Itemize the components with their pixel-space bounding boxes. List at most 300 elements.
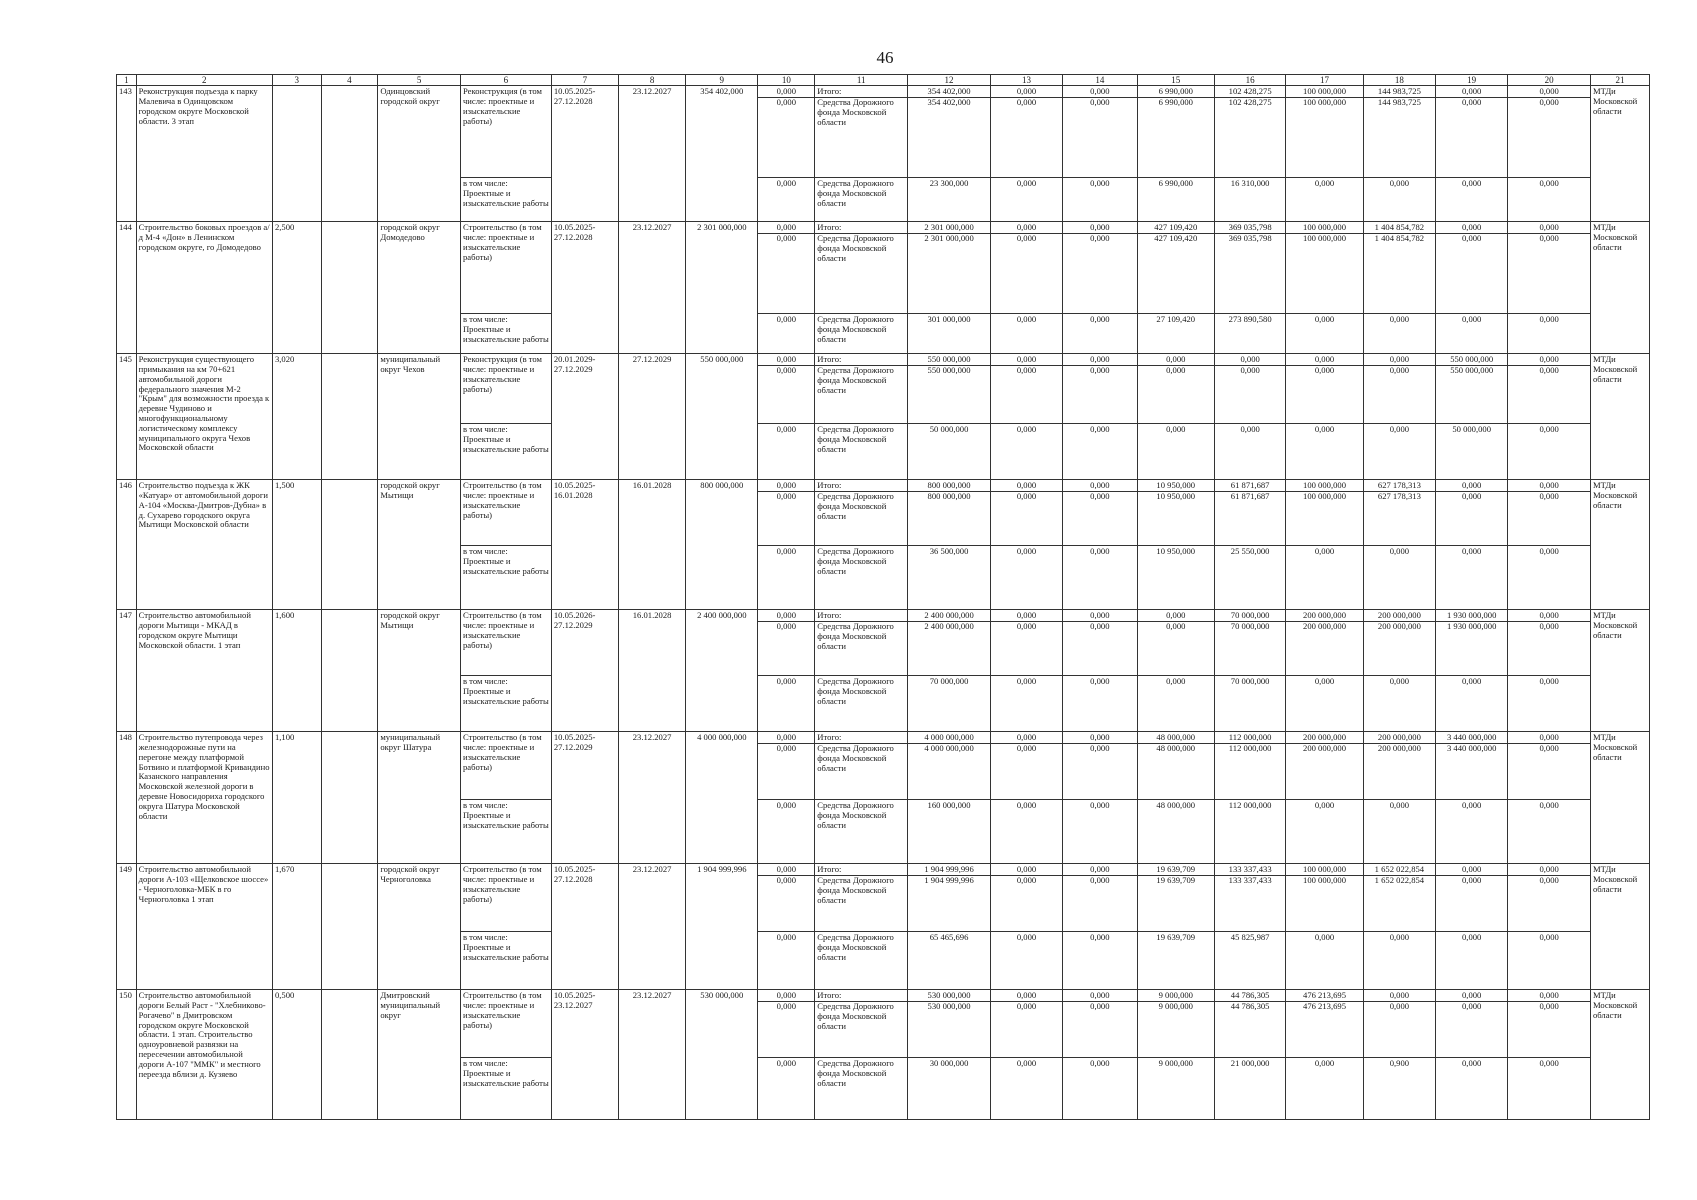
fin-total-v14: 0,000 bbox=[1090, 222, 1110, 233]
fin-total-v17: 100 000,000 bbox=[1303, 86, 1346, 97]
sub-fin-total: 30 000,000 bbox=[908, 1058, 991, 1120]
fin-source-v18: 1 652 022,854 bbox=[1363, 875, 1435, 886]
fin-total-v18: 627 178,313 bbox=[1377, 480, 1421, 491]
fin-paid bbox=[758, 610, 815, 676]
fin-v19 bbox=[1436, 86, 1508, 178]
fin-v17 bbox=[1286, 732, 1363, 800]
column-number: 12 bbox=[908, 75, 991, 86]
page-number: 46 bbox=[876, 48, 894, 67]
fin-v14 bbox=[1063, 222, 1137, 314]
fin-source-v15: 10 950,000 bbox=[1137, 491, 1214, 502]
fin-source-v18: 627 178,313 bbox=[1363, 491, 1435, 502]
fin-source-v20: 0,000 bbox=[1508, 621, 1591, 632]
work-period: 10.05.2026-27.12.2029 bbox=[551, 610, 618, 732]
fin-v19 bbox=[1436, 990, 1508, 1058]
sub-fin-v17: 0,000 bbox=[1286, 932, 1363, 990]
sub-fin-v19: 0,000 bbox=[1436, 546, 1508, 610]
fin-total-v17: 476 213,695 bbox=[1303, 990, 1346, 1001]
sub-fin-v14: 0,000 bbox=[1063, 314, 1137, 354]
sub-fin-v20: 0,000 bbox=[1508, 314, 1591, 354]
fin-source-v15: 427 109,420 bbox=[1137, 233, 1214, 244]
fin-total-source: Итого: bbox=[817, 222, 842, 233]
sub-fin-v19: 50 000,000 bbox=[1436, 424, 1508, 480]
completion-date: 23.12.2027 bbox=[619, 732, 686, 864]
column-4 bbox=[321, 610, 378, 732]
municipality: Дмитровский муниципальный округ bbox=[378, 990, 461, 1120]
object-cost: 1 904 999,996 bbox=[686, 864, 758, 990]
fin-source-source: Средства Дорожного фонда Московской области bbox=[815, 233, 908, 263]
row-number: 148 bbox=[117, 732, 137, 864]
work-period: 10.05.2025-16.01.2028 bbox=[551, 480, 618, 610]
customer: МТДи Московской области bbox=[1590, 864, 1649, 990]
object-name: Строительство боковых проездов а/д М-4 «Дон» в Ленинском городском округе, го Домодедово bbox=[136, 222, 272, 354]
row-number: 145 bbox=[117, 354, 137, 480]
fin-total-v13: 0,000 bbox=[1016, 354, 1037, 365]
fin-source-v13: 0,000 bbox=[990, 97, 1062, 108]
fin-v19 bbox=[1436, 732, 1508, 800]
fin-source-paid: 0,000 bbox=[758, 491, 815, 502]
object-name: Строительство автомобильной дороги Мытищи - МКАД в городском округе Мытищи Московской области. 1 этап bbox=[136, 610, 272, 732]
object-name: Реконструкция существующего примыкания на км 70+621 автомобильной дороги федерального значения М-2 "Крым" для возможности проезда к деревне Чудиново и многофункциональному логистическому комплексу муниципального округа Чехов Московской области bbox=[136, 354, 272, 480]
fin-total-v17: 0,000 bbox=[1314, 354, 1335, 365]
column-number: 13 bbox=[990, 75, 1062, 86]
fin-source-v14: 0,000 bbox=[1063, 1001, 1137, 1012]
fin-paid bbox=[758, 480, 815, 546]
sub-fin-v15: 0,000 bbox=[1137, 676, 1214, 732]
fin-source bbox=[815, 990, 908, 1058]
work-type: Строительство (в том числе: проектные и изыскательские работы) bbox=[460, 480, 551, 546]
fin-v20 bbox=[1508, 480, 1591, 546]
fin-source-v15: 0,000 bbox=[1137, 365, 1214, 376]
fin-total-v15: 0,000 bbox=[1166, 610, 1186, 621]
fin-total-v15: 427 109,420 bbox=[1154, 222, 1198, 233]
fin-source-v19: 550 000,000 bbox=[1436, 365, 1508, 376]
fin-total-v14: 0,000 bbox=[1090, 864, 1110, 875]
fin-source-v19: 3 440 000,000 bbox=[1436, 743, 1508, 754]
sub-fin-v17: 0,000 bbox=[1286, 314, 1363, 354]
fin-source-v18: 200 000,000 bbox=[1363, 621, 1435, 632]
road-objects-table bbox=[116, 74, 1650, 1120]
fin-total-v13: 0,000 bbox=[1016, 864, 1037, 875]
fin-source-v16: 369 035,798 bbox=[1215, 233, 1286, 244]
length-km: 1,500 bbox=[272, 480, 321, 610]
fin-source-v13: 0,000 bbox=[990, 491, 1062, 502]
fin-source-total: 530 000,000 bbox=[908, 1001, 991, 1012]
sub-fin-v13: 0,000 bbox=[990, 424, 1062, 480]
sub-fin-v15: 6 990,000 bbox=[1137, 178, 1214, 222]
length-km: 1,100 bbox=[272, 732, 321, 864]
sub-fin-v14: 0,000 bbox=[1063, 1058, 1137, 1120]
fin-source-paid: 0,000 bbox=[758, 621, 815, 632]
fin-total-paid: 0,000 bbox=[776, 480, 797, 491]
sub-fin-v15: 10 950,000 bbox=[1137, 546, 1214, 610]
fin-v13 bbox=[990, 990, 1062, 1058]
fin-v15 bbox=[1137, 864, 1214, 932]
fin-source-v16: 61 871,687 bbox=[1215, 491, 1286, 502]
sub-fin-v16: 0,000 bbox=[1215, 424, 1286, 480]
fin-total-v16: 44 786,305 bbox=[1230, 990, 1270, 1001]
fin-v16 bbox=[1215, 480, 1286, 546]
row-number: 143 bbox=[117, 86, 137, 222]
fin-total-v19: 550 000,000 bbox=[1450, 354, 1494, 365]
sub-fin-v16: 25 550,000 bbox=[1215, 546, 1286, 610]
fin-total-v13: 0,000 bbox=[1016, 86, 1037, 97]
sub-fin-total: 160 000,000 bbox=[908, 800, 991, 864]
table-row bbox=[117, 354, 1650, 424]
sub-work-type: в том числе: Проектные и изыскательские работы bbox=[460, 178, 551, 222]
fin-source-source: Средства Дорожного фонда Московской области bbox=[815, 621, 908, 651]
fin-paid bbox=[758, 86, 815, 178]
work-period: 10.05.2025-23.12.2027 bbox=[551, 990, 618, 1120]
fin-source-paid: 0,000 bbox=[758, 365, 815, 376]
fin-total-v13: 0,000 bbox=[1016, 990, 1037, 1001]
fin-source-v16: 133 337,433 bbox=[1215, 875, 1286, 886]
fin-v13 bbox=[990, 864, 1062, 932]
fin-source bbox=[815, 864, 908, 932]
fin-total-v14: 0,000 bbox=[1090, 990, 1110, 1001]
sub-fin-v16: 21 000,000 bbox=[1215, 1058, 1286, 1120]
length-km: 1,670 bbox=[272, 864, 321, 990]
fin-v20 bbox=[1508, 610, 1591, 676]
column-number: 7 bbox=[551, 75, 618, 86]
fin-total bbox=[908, 86, 991, 178]
fin-total-v20: 0,000 bbox=[1539, 732, 1559, 743]
sub-fin-v18: 0,000 bbox=[1363, 676, 1435, 732]
municipality: муниципальный округ Чехов bbox=[378, 354, 461, 480]
fin-total-v13: 0,000 bbox=[1016, 480, 1037, 491]
fin-source-v20: 0,000 bbox=[1508, 233, 1591, 244]
column-4 bbox=[321, 732, 378, 864]
fin-total-total: 354 402,000 bbox=[927, 86, 971, 97]
fin-source-v17: 200 000,000 bbox=[1286, 743, 1363, 754]
fin-total-v14: 0,000 bbox=[1090, 354, 1110, 365]
fin-total-total: 1 904 999,996 bbox=[924, 864, 974, 875]
fin-source bbox=[815, 354, 908, 424]
fin-total-v15: 0,000 bbox=[1166, 354, 1186, 365]
sub-fin-v13: 0,000 bbox=[990, 800, 1062, 864]
fin-total-v20: 0,000 bbox=[1539, 354, 1559, 365]
row-number: 144 bbox=[117, 222, 137, 354]
length-km: 3,020 bbox=[272, 354, 321, 480]
fin-total bbox=[908, 610, 991, 676]
sub-fin-v16: 273 890,580 bbox=[1215, 314, 1286, 354]
fin-total-paid: 0,000 bbox=[776, 990, 797, 1001]
fin-source-source: Средства Дорожного фонда Московской области bbox=[815, 875, 908, 905]
fin-total-source: Итого: bbox=[817, 990, 842, 1001]
work-period: 10.05.2025-27.12.2028 bbox=[551, 86, 618, 222]
fin-source-v19: 0,000 bbox=[1436, 97, 1508, 108]
sub-fin-source: Средства Дорожного фонда Московской области bbox=[815, 424, 908, 480]
fin-v20 bbox=[1508, 86, 1591, 178]
fin-total-source: Итого: bbox=[817, 480, 842, 491]
sub-fin-v13: 0,000 bbox=[990, 546, 1062, 610]
sub-fin-v14: 0,000 bbox=[1063, 424, 1137, 480]
fin-total-v15: 10 950,000 bbox=[1156, 480, 1196, 491]
fin-total-v19: 0,000 bbox=[1462, 864, 1482, 875]
fin-total-v13: 0,000 bbox=[1016, 610, 1037, 621]
column-4 bbox=[321, 990, 378, 1120]
fin-v16 bbox=[1215, 610, 1286, 676]
column-4 bbox=[321, 864, 378, 990]
work-period: 10.05.2025-27.12.2029 bbox=[551, 732, 618, 864]
work-type: Строительство (в том числе: проектные и изыскательские работы) bbox=[460, 990, 551, 1058]
column-4 bbox=[321, 480, 378, 610]
fin-source-v16: 70 000,000 bbox=[1215, 621, 1286, 632]
sub-fin-paid: 0,000 bbox=[758, 676, 815, 732]
fin-total-v20: 0,000 bbox=[1539, 86, 1559, 97]
fin-total-paid: 0,000 bbox=[776, 222, 797, 233]
sub-fin-total: 65 465,696 bbox=[908, 932, 991, 990]
fin-total-v17: 100 000,000 bbox=[1303, 480, 1346, 491]
fin-total-total: 550 000,000 bbox=[927, 354, 971, 365]
fin-source-total: 1 904 999,996 bbox=[908, 875, 991, 886]
fin-v16 bbox=[1215, 86, 1286, 178]
customer: МТДи Московской области bbox=[1590, 480, 1649, 610]
fin-total-total: 2 301 000,000 bbox=[924, 222, 974, 233]
length-km: 2,500 bbox=[272, 222, 321, 354]
length-km: 1,600 bbox=[272, 610, 321, 732]
sub-fin-v15: 19 639,709 bbox=[1137, 932, 1214, 990]
fin-total-v20: 0,000 bbox=[1539, 990, 1559, 1001]
fin-total-v14: 0,000 bbox=[1090, 610, 1110, 621]
fin-v20 bbox=[1508, 990, 1591, 1058]
fin-source-v18: 1 404 854,782 bbox=[1363, 233, 1435, 244]
fin-total-paid: 0,000 bbox=[776, 610, 797, 621]
fin-total-v18: 1 404 854,782 bbox=[1374, 222, 1425, 233]
fin-v14 bbox=[1063, 354, 1137, 424]
fin-v13 bbox=[990, 86, 1062, 178]
object-name: Строительство автомобильной дороги А-103 «Щелковское шоссе» - Черноголовка-МБК в го Черноголовка 1 этап bbox=[136, 864, 272, 990]
fin-v15 bbox=[1137, 610, 1214, 676]
work-type: Строительство (в том числе: проектные и изыскательские работы) bbox=[460, 610, 551, 676]
fin-total-v20: 0,000 bbox=[1539, 610, 1559, 621]
sub-work-type: в том числе: Проектные и изыскательские работы bbox=[460, 314, 551, 354]
fin-total-paid: 0,000 bbox=[776, 732, 797, 743]
object-name: Реконструкция подъезда к парку Малевича в Одинцовском городском округе Московской области. 3 этап bbox=[136, 86, 272, 222]
municipality: городской округ Мытищи bbox=[378, 610, 461, 732]
row-number: 146 bbox=[117, 480, 137, 610]
fin-v15 bbox=[1137, 354, 1214, 424]
sub-fin-v18: 0,000 bbox=[1363, 178, 1435, 222]
table-row bbox=[117, 864, 1650, 932]
fin-source-v15: 19 639,709 bbox=[1137, 875, 1214, 886]
fin-source bbox=[815, 480, 908, 546]
work-type: Реконструкция (в том числе: проектные и изыскательские работы) bbox=[460, 354, 551, 424]
fin-v17 bbox=[1286, 480, 1363, 546]
fin-v13 bbox=[990, 732, 1062, 800]
column-number: 19 bbox=[1436, 75, 1508, 86]
fin-total-v20: 0,000 bbox=[1539, 864, 1559, 875]
fin-v18 bbox=[1363, 86, 1435, 178]
fin-v16 bbox=[1215, 732, 1286, 800]
sub-work-type: в том числе: Проектные и изыскательские работы bbox=[460, 424, 551, 480]
fin-source-paid: 0,000 bbox=[758, 875, 815, 886]
column-number: 1 bbox=[117, 75, 137, 86]
fin-v14 bbox=[1063, 610, 1137, 676]
length-km bbox=[272, 86, 321, 222]
fin-source-v19: 0,000 bbox=[1436, 875, 1508, 886]
sub-fin-v16: 70 000,000 bbox=[1215, 676, 1286, 732]
column-number: 8 bbox=[619, 75, 686, 86]
fin-source-total: 2 301 000,000 bbox=[908, 233, 991, 244]
sub-fin-v20: 0,000 bbox=[1508, 932, 1591, 990]
fin-total-source: Итого: bbox=[817, 610, 842, 621]
fin-v20 bbox=[1508, 864, 1591, 932]
fin-total-v18: 144 983,725 bbox=[1377, 86, 1421, 97]
sub-fin-paid: 0,000 bbox=[758, 424, 815, 480]
fin-total-v17: 100 000,000 bbox=[1303, 222, 1346, 233]
sub-fin-v17: 0,000 bbox=[1286, 676, 1363, 732]
fin-paid bbox=[758, 864, 815, 932]
sub-fin-total: 301 000,000 bbox=[908, 314, 991, 354]
municipality: Одинцовский городской округ bbox=[378, 86, 461, 222]
sub-fin-paid: 0,000 bbox=[758, 546, 815, 610]
sub-work-type: в том числе: Проектные и изыскательские работы bbox=[460, 676, 551, 732]
fin-source-v20: 0,000 bbox=[1508, 875, 1591, 886]
fin-source-v17: 100 000,000 bbox=[1286, 875, 1363, 886]
sub-fin-v17: 0,000 bbox=[1286, 1058, 1363, 1120]
fin-paid bbox=[758, 990, 815, 1058]
row-number: 150 bbox=[117, 990, 137, 1120]
sub-fin-v13: 0,000 bbox=[990, 314, 1062, 354]
fin-source-v17: 100 000,000 bbox=[1286, 491, 1363, 502]
fin-v15 bbox=[1137, 86, 1214, 178]
fin-total-v16: 133 337,433 bbox=[1228, 864, 1272, 875]
fin-total-v14: 0,000 bbox=[1090, 86, 1110, 97]
fin-source bbox=[815, 732, 908, 800]
fin-total-v19: 0,000 bbox=[1462, 990, 1482, 1001]
fin-source-v19: 1 930 000,000 bbox=[1436, 621, 1508, 632]
column-number: 10 bbox=[758, 75, 815, 86]
fin-total-paid: 0,000 bbox=[776, 354, 797, 365]
fin-v16 bbox=[1215, 354, 1286, 424]
sub-fin-v15: 9 000,000 bbox=[1137, 1058, 1214, 1120]
fin-v14 bbox=[1063, 86, 1137, 178]
work-type: Строительство (в том числе: проектные и изыскательские работы) bbox=[460, 864, 551, 932]
object-name: Строительство путепровода через железнодорожные пути на перегоне между платформой Ботвино и платформой Кривандино Казанского направления Московской железной дороги в деревне Новосидориха городского округа Шатура Московской области bbox=[136, 732, 272, 864]
fin-v13 bbox=[990, 610, 1062, 676]
sub-fin-v13: 0,000 bbox=[990, 1058, 1062, 1120]
fin-v13 bbox=[990, 480, 1062, 546]
fin-source-paid: 0,000 bbox=[758, 1001, 815, 1012]
sub-fin-v18: 0,000 bbox=[1363, 314, 1435, 354]
fin-total-v13: 0,000 bbox=[1016, 222, 1037, 233]
column-number: 15 bbox=[1137, 75, 1214, 86]
fin-source-v14: 0,000 bbox=[1063, 621, 1137, 632]
fin-total-v15: 48 000,000 bbox=[1156, 732, 1196, 743]
sub-work-type: в том числе: Проектные и изыскательские работы bbox=[460, 932, 551, 990]
fin-total-total: 800 000,000 bbox=[927, 480, 971, 491]
sub-fin-v20: 0,000 bbox=[1508, 800, 1591, 864]
fin-v20 bbox=[1508, 354, 1591, 424]
fin-total-v16: 102 428,275 bbox=[1228, 86, 1272, 97]
completion-date: 23.12.2027 bbox=[619, 86, 686, 222]
sub-fin-v15: 48 000,000 bbox=[1137, 800, 1214, 864]
column-number: 17 bbox=[1286, 75, 1363, 86]
customer: МТДи Московской области bbox=[1590, 222, 1649, 354]
work-period: 10.05.2025-27.12.2028 bbox=[551, 864, 618, 990]
sub-fin-v14: 0,000 bbox=[1063, 178, 1137, 222]
length-km: 0,500 bbox=[272, 990, 321, 1120]
column-4 bbox=[321, 222, 378, 354]
object-cost: 354 402,000 bbox=[686, 86, 758, 222]
fin-source-v20: 0,000 bbox=[1508, 1001, 1591, 1012]
fin-total-source: Итого: bbox=[817, 864, 842, 875]
fin-total-v17: 200 000,000 bbox=[1303, 732, 1346, 743]
fin-source-v13: 0,000 bbox=[990, 1001, 1062, 1012]
sub-fin-v20: 0,000 bbox=[1508, 178, 1591, 222]
sub-fin-v15: 0,000 bbox=[1137, 424, 1214, 480]
fin-source-v14: 0,000 bbox=[1063, 233, 1137, 244]
sub-fin-source: Средства Дорожного фонда Московской области bbox=[815, 1058, 908, 1120]
sub-fin-v16: 16 310,000 bbox=[1215, 178, 1286, 222]
fin-total bbox=[908, 732, 991, 800]
object-cost: 800 000,000 bbox=[686, 480, 758, 610]
fin-v15 bbox=[1137, 732, 1214, 800]
sub-fin-v16: 112 000,000 bbox=[1215, 800, 1286, 864]
sub-fin-source: Средства Дорожного фонда Московской области bbox=[815, 314, 908, 354]
fin-source-total: 4 000 000,000 bbox=[908, 743, 991, 754]
fin-v18 bbox=[1363, 732, 1435, 800]
fin-total-v18: 200 000,000 bbox=[1377, 732, 1421, 743]
sub-work-type: в том числе: Проектные и изыскательские работы bbox=[460, 1058, 551, 1120]
municipality: городской округ Домодедово bbox=[378, 222, 461, 354]
customer: МТДи Московской области bbox=[1590, 610, 1649, 732]
fin-v15 bbox=[1137, 222, 1214, 314]
sub-fin-v19: 0,000 bbox=[1436, 800, 1508, 864]
fin-source-source: Средства Дорожного фонда Московской области bbox=[815, 1001, 908, 1031]
fin-source bbox=[815, 86, 908, 178]
fin-total-v18: 0,000 bbox=[1389, 990, 1410, 1001]
sub-fin-v14: 0,000 bbox=[1063, 800, 1137, 864]
table-row bbox=[117, 732, 1650, 800]
table-row bbox=[117, 480, 1650, 546]
sub-fin-v14: 0,000 bbox=[1063, 932, 1137, 990]
sub-fin-v20: 0,000 bbox=[1508, 1058, 1591, 1120]
customer: МТДи Московской области bbox=[1590, 990, 1649, 1120]
fin-total-total: 2 400 000,000 bbox=[924, 610, 974, 621]
fin-v16 bbox=[1215, 864, 1286, 932]
work-type: Реконструкция (в том числе: проектные и изыскательские работы) bbox=[460, 86, 551, 178]
sub-fin-v15: 27 109,420 bbox=[1137, 314, 1214, 354]
fin-v14 bbox=[1063, 732, 1137, 800]
fin-source bbox=[815, 222, 908, 314]
fin-source-v19: 0,000 bbox=[1436, 233, 1508, 244]
column-4 bbox=[321, 354, 378, 480]
fin-source-v16: 102 428,275 bbox=[1215, 97, 1286, 108]
table-row bbox=[117, 990, 1650, 1058]
fin-total-source: Итого: bbox=[817, 86, 842, 97]
fin-source-v13: 0,000 bbox=[990, 621, 1062, 632]
sub-fin-total: 36 500,000 bbox=[908, 546, 991, 610]
column-number: 14 bbox=[1063, 75, 1137, 86]
fin-source-v16: 44 786,305 bbox=[1215, 1001, 1286, 1012]
fin-source-v19: 0,000 bbox=[1436, 1001, 1508, 1012]
fin-total-source: Итого: bbox=[817, 354, 842, 365]
sub-fin-source: Средства Дорожного фонда Московской области bbox=[815, 676, 908, 732]
fin-source-v17: 476 213,695 bbox=[1286, 1001, 1363, 1012]
fin-source-v18: 0,000 bbox=[1363, 1001, 1435, 1012]
fin-v20 bbox=[1508, 732, 1591, 800]
sub-fin-paid: 0,000 bbox=[758, 1058, 815, 1120]
municipality: муниципальный округ Шатура bbox=[378, 732, 461, 864]
sub-fin-source: Средства Дорожного фонда Московской области bbox=[815, 932, 908, 990]
fin-total-v16: 61 871,687 bbox=[1230, 480, 1270, 491]
sub-fin-paid: 0,000 bbox=[758, 314, 815, 354]
sub-fin-v18: 0,000 bbox=[1363, 932, 1435, 990]
fin-total-v15: 19 639,709 bbox=[1156, 864, 1196, 875]
fin-source-v13: 0,000 bbox=[990, 743, 1062, 754]
